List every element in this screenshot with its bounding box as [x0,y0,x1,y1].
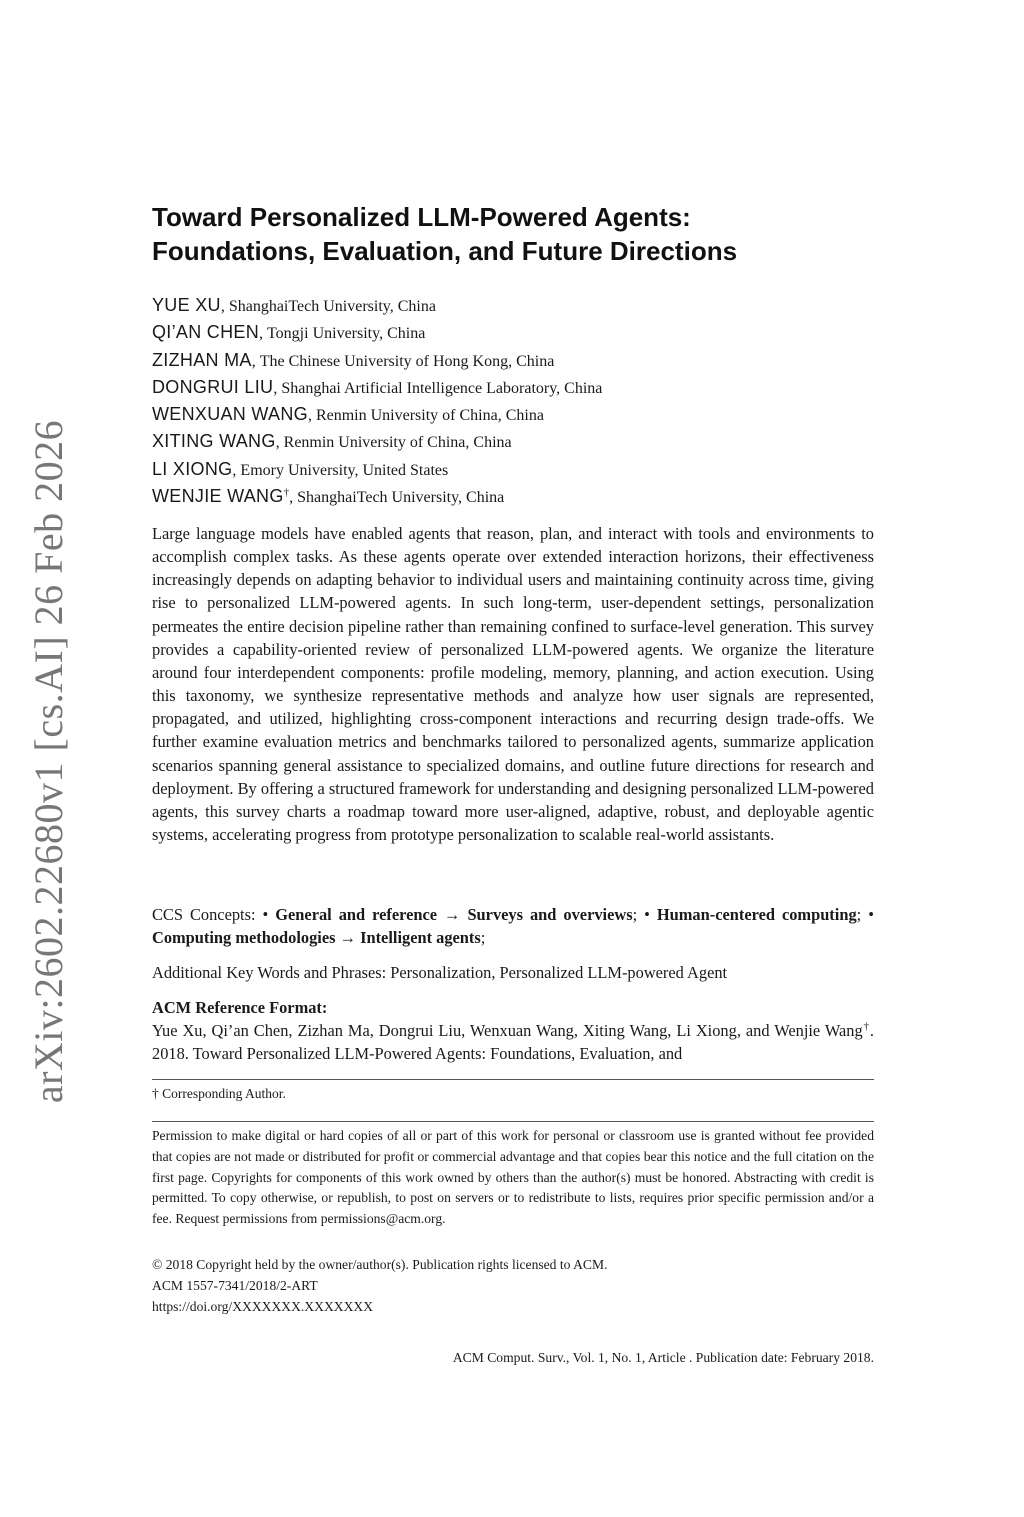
copyright-block [152,1254,874,1317]
author-name: LI XIONG [152,458,233,479]
corresponding-author-footnote: † Corresponding Author. [152,1086,286,1101]
ccs-concept: Intelligent agents [360,928,481,948]
ccs-bullet: • [868,905,874,924]
author-entry: WENXUAN WANG, Renmin University of China, China [152,404,544,425]
footnote-divider [152,1079,874,1080]
author-name: WENXUAN WANG [152,404,308,425]
acm-reference-citation: . 2018. Toward Personalized LLM-Powered Agents: Foundations, Evaluation, and [152,1021,875,1064]
ccs-bullet: • [644,905,650,924]
author-name: YUE XU [152,295,221,315]
ccs-separator: ; [856,905,862,924]
author-list [152,292,874,510]
author-name: DONGRUI LIU [152,376,274,397]
ccs-separator: ; [632,905,638,924]
ccs-arrow: → [339,928,356,948]
acm-reference-authors: Yue Xu, Qi’an Chen, Zizhan Ma, Dongrui Liu, Wenxuan Wang, Xiting Wang, Li Xiong, and Wenjie Wang [152,1021,863,1040]
title-line-1: Toward Personalized LLM-Powered Agents: [152,202,691,232]
ccs-separator: ; [480,928,486,948]
author-name: XITING WANG [152,431,276,452]
author-name: ZIZHAN MA [152,349,252,370]
author-name: WENJIE WANG [152,486,284,507]
ccs-concept: General and reference [275,905,438,924]
author-affiliation: Renmin University of China, China [283,434,512,452]
ccs-concept: Surveys and overviews [467,905,633,924]
author-entry: YUE XU, ShanghaiTech University, China [152,295,436,315]
title-line-2: Foundations, Evaluation, and Future Directions [152,236,738,266]
permission-notice: Permission to make digital or hard copies of all or part of this work for personal or classroom use is granted without fee provided that copies are not made or distributed for profit or commercial advantage and that copies bear this notice and the full citation on the first page. Copyrights for components of this work owned by others than the author(s) must be honored. Abstracting with credit is permitted. To copy otherwise, or republish, to post on servers or to redistribute to lists, requires prior specific permission and/or a fee. Request permissions from permissions@acm.org. [152,1128,874,1227]
ccs-bullet: • [262,905,269,924]
paper-title [152,200,874,268]
author-affiliation: Shanghai Artificial Intelligence Laboratory, China [281,379,603,397]
corresponding-author-marker: † [862,1020,870,1033]
author-name: QI’AN CHEN [152,322,260,343]
acm-identifier: ACM 1557-7341/2018/2-ART [152,1278,318,1293]
permission-divider [152,1121,874,1122]
author-entry: QI’AN CHEN, Tongji University, China [152,322,426,343]
author-affiliation: ShanghaiTech University, China [228,298,436,315]
ccs-concept: Computing methodologies [152,928,336,948]
arxiv-identifier: arXiv:2602.22680v1 [cs.AI] 26 Feb 2026 [26,419,72,1103]
author-entry: XITING WANG, Renmin University of China, China [152,431,512,452]
abstract: Large language models have enabled agents that reason, plan, and interact with tools and environments to accomplish complex tasks. As these agents operate over extended interaction horizons, their effectiveness increasingly depends on adapting behavior to individual users and maintaining continuity across time, giving rise to personalized LLM-powered agents. In such long-term, user-dependent settings, personalization permeates the entire decision pipeline rather than remaining confined to surface-level generation. This survey provides a capability-oriented review of personalized LLM-powered agents. We organize the literature around four interdependent components: profile modeling, memory, planning, and action execution. Using this taxonomy, we synthesize representative methods and analyze how user signals are represented, propagated, and utilized, highlighting cross-component interactions and recurring design trade-offs. We further examine evaluation metrics and benchmarks tailored to personalized agents, summarize application scenarios spanning general assistance to specialized domains, and outline future directions for research and deployment. By offering a structured framework for understanding and designing personalized LLM-powered agents, this survey charts a roadmap toward more user-aligned, adaptive, robust, and deployable agentic systems, accelerating progress from prototype personalization to scalable real-world assistants. [152,524,874,845]
author-entry: LI XIONG, Emory University, United States [152,458,449,479]
ccs-concepts [152,903,874,949]
acm-reference-text [152,1019,874,1065]
doi-link[interactable]: https://doi.org/XXXXXXX.XXXXXXX [152,1299,374,1314]
author-affiliation: The Chinese University of Hong Kong, China [259,352,555,370]
acm-reference-heading: ACM Reference Format: [152,998,328,1017]
author-affiliation: ShanghaiTech University, China [297,489,505,507]
ccs-concept: Human-centered computing [656,905,857,924]
author-entry: WENJIE WANG†, ShanghaiTech University, China [152,486,505,507]
ccs-label: CCS Concepts: [152,905,256,924]
copyright-line: © 2018 Copyright held by the owner/author(s). Publication rights licensed to ACM. [152,1257,608,1272]
author-affiliation: Emory University, United States [240,461,449,479]
running-footer: ACM Comput. Surv., Vol. 1, No. 1, Article . Publication date: February 2018. [452,1350,874,1365]
ccs-arrow: → [444,905,461,924]
arxiv-stamp [24,397,74,1125]
corresponding-author-marker: † [283,486,290,499]
keywords: Additional Key Words and Phrases: Personalization, Personalized LLM-powered Agent [152,963,728,982]
author-entry: DONGRUI LIU, Shanghai Artificial Intelligence Laboratory, China [152,376,603,397]
author-entry: ZIZHAN MA, The Chinese University of Hong Kong, China [152,349,555,370]
author-affiliation: Tongji University, China [267,325,426,343]
author-affiliation: Renmin University of China, China [315,407,544,425]
